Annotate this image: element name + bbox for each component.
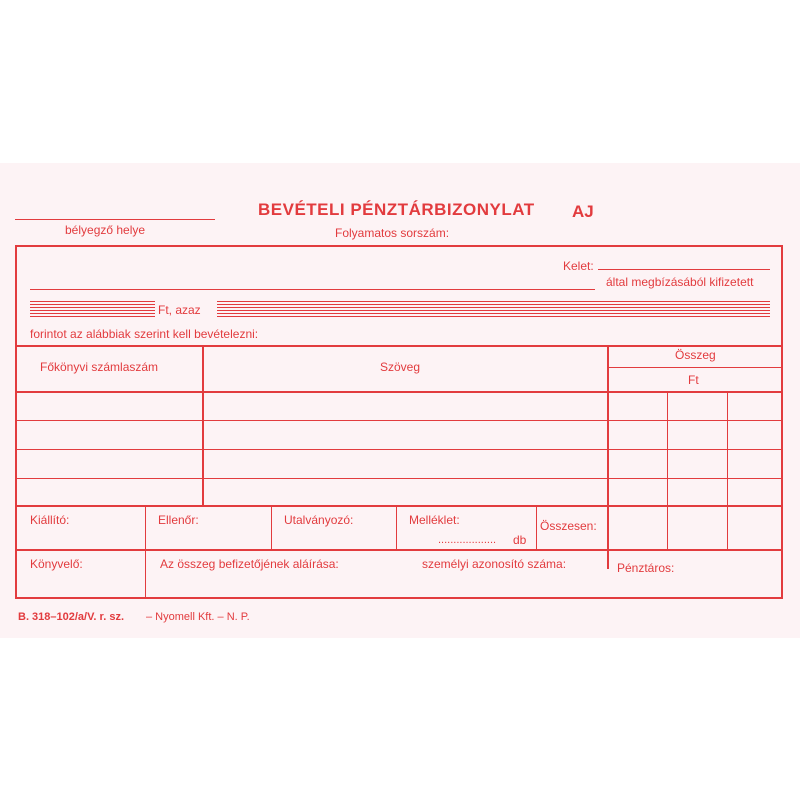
forint-label: forintot az alábbiak szerint kell bevételezni: [30, 327, 259, 341]
penztaros-label: Pénztáros: [617, 561, 675, 575]
footer-row-line [15, 549, 783, 551]
amount-sub-divider [727, 392, 728, 550]
footer-divider [271, 506, 272, 549]
col-amount-header: Összeg [675, 348, 716, 362]
amount-sub-divider [667, 392, 668, 550]
ft-azaz-label: Ft, azaz [158, 303, 201, 317]
col-text-header: Szöveg [380, 360, 421, 374]
stamp-line [15, 219, 215, 220]
imprint-code: B. 318–102/a/V. r. sz. [18, 611, 125, 623]
form-title: BEVÉTELI PÉNZTÁRBIZONYLAT [258, 200, 535, 219]
imprint-printer: – Nyomell Kft. – N. P. [146, 611, 250, 623]
form-code: AJ [572, 202, 594, 221]
footer-divider [145, 550, 146, 598]
kiallito-label: Kiállító: [30, 513, 70, 527]
kelet-field[interactable] [598, 269, 770, 270]
footer-divider [536, 506, 537, 549]
konyvelo-label: Könyvelő: [30, 557, 83, 571]
stamp-label: bélyegző helye [65, 223, 146, 237]
ellenor-label: Ellenőr: [158, 513, 199, 527]
osszesen-label: Összesen: [540, 519, 597, 533]
footer-divider [396, 506, 397, 549]
table-top-line [15, 345, 783, 347]
account-col-divider [202, 345, 204, 505]
amount-words-field[interactable] [217, 301, 770, 317]
col-ft-header: Ft [688, 373, 699, 387]
serial-label: Folyamatos sorszám: [335, 226, 450, 240]
receipt-form [0, 163, 800, 638]
kelet-label: Kelet: [563, 259, 594, 273]
text-col-divider [607, 345, 609, 569]
melleklet-db-label: db [513, 533, 527, 547]
payer-field[interactable] [30, 289, 595, 290]
col-account-header: Főkönyvi számlaszám [40, 360, 159, 374]
table-bottom-line [15, 505, 783, 507]
amount-subheader-line [607, 367, 783, 368]
melleklet-count-field[interactable]: ................... [438, 534, 497, 546]
melleklet-label: Melléklet: [409, 513, 460, 527]
id-number-label: személyi azonosító száma: [422, 557, 567, 571]
signature-label: Az összeg befizetőjének aláírása: [160, 557, 339, 571]
footer-divider [145, 506, 146, 549]
paid-by-label: által megbízásából kifizetett [606, 275, 754, 289]
utalvanyozo-label: Utalványozó: [284, 513, 354, 527]
amount-numeric-field[interactable] [30, 301, 155, 317]
